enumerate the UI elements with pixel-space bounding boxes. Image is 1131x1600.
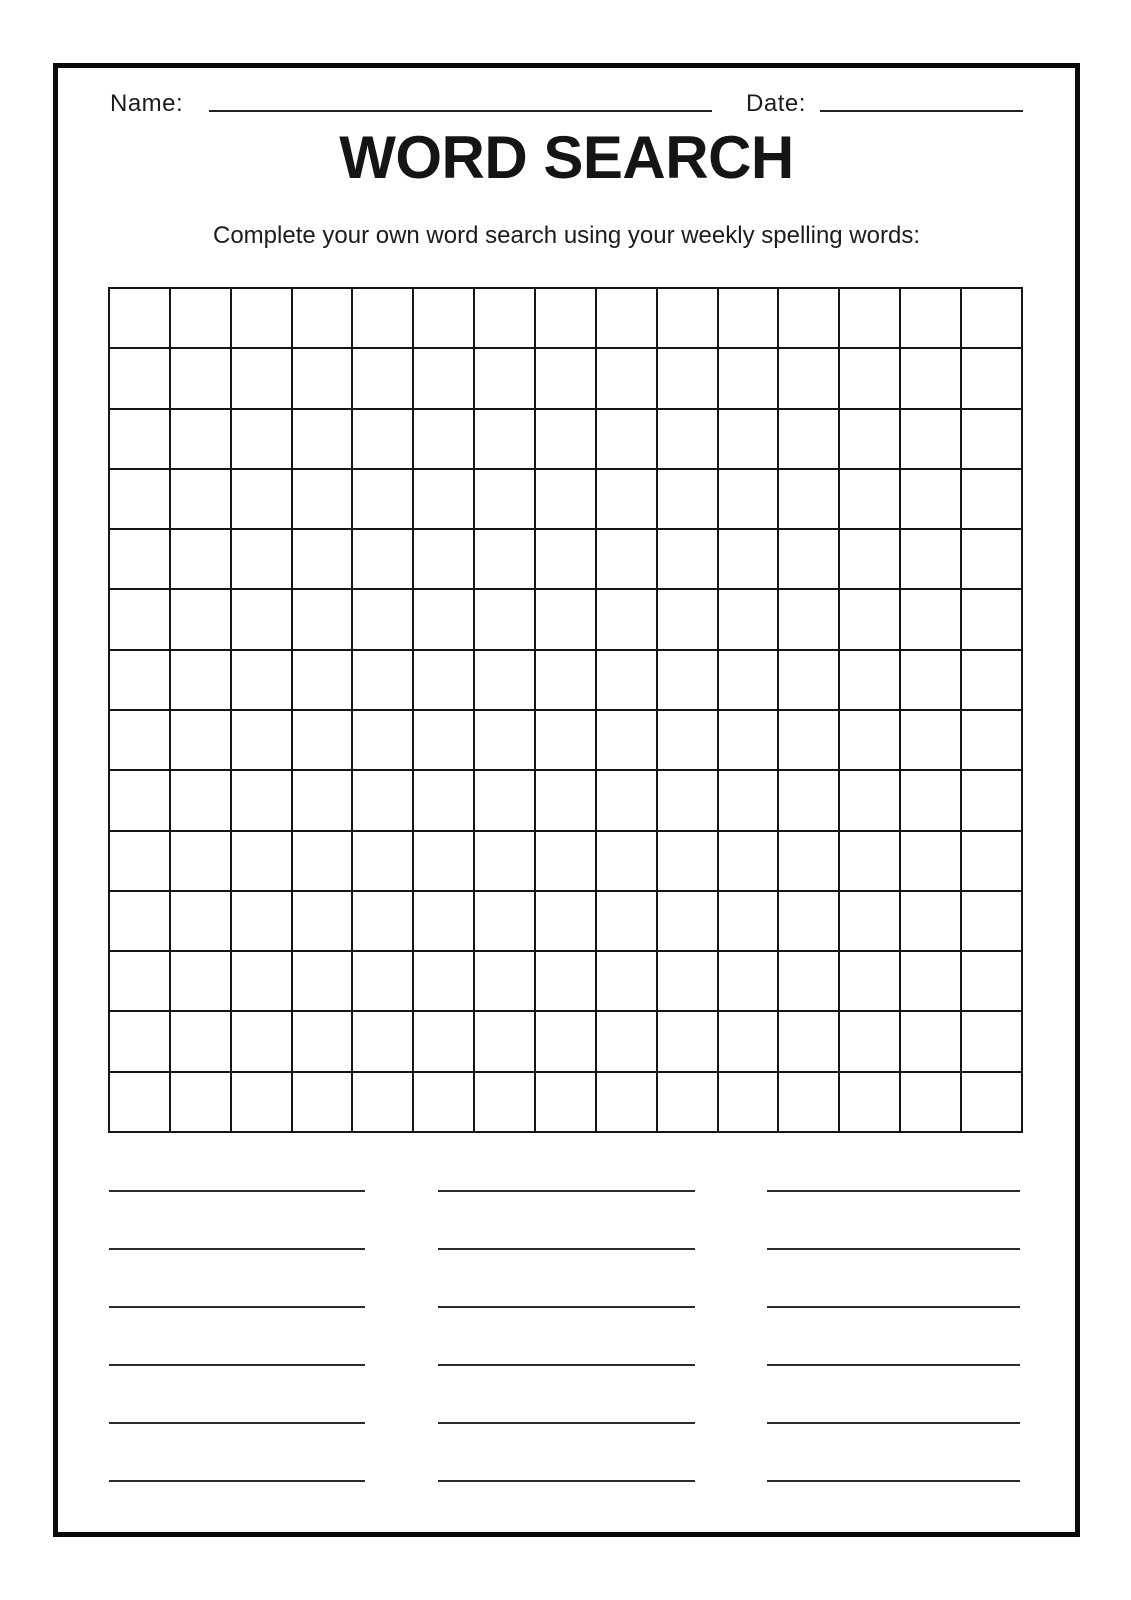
grid-cell[interactable] bbox=[961, 1072, 1022, 1132]
grid-cell[interactable] bbox=[292, 529, 353, 589]
grid-cell[interactable] bbox=[352, 409, 413, 469]
grid-cell[interactable] bbox=[352, 710, 413, 770]
grid-cell[interactable] bbox=[535, 831, 596, 891]
grid-cell[interactable] bbox=[961, 891, 1022, 951]
grid-cell[interactable] bbox=[718, 589, 779, 649]
grid-cell[interactable] bbox=[839, 650, 900, 710]
grid-cell[interactable] bbox=[109, 831, 170, 891]
grid-cell[interactable] bbox=[109, 348, 170, 408]
grid-cell[interactable] bbox=[413, 409, 474, 469]
grid-cell[interactable] bbox=[839, 529, 900, 589]
grid-cell[interactable] bbox=[961, 650, 1022, 710]
grid-cell[interactable] bbox=[718, 409, 779, 469]
word-blank-line[interactable] bbox=[767, 1366, 1020, 1424]
grid-cell[interactable] bbox=[839, 348, 900, 408]
header-row bbox=[110, 92, 1023, 116]
grid-cell[interactable] bbox=[231, 529, 292, 589]
grid-cell[interactable] bbox=[170, 409, 231, 469]
grid-cell[interactable] bbox=[292, 891, 353, 951]
grid-cell[interactable] bbox=[657, 650, 718, 710]
grid-cell[interactable] bbox=[231, 1011, 292, 1071]
grid-cell[interactable] bbox=[961, 348, 1022, 408]
grid-cell[interactable] bbox=[718, 469, 779, 529]
grid-cell[interactable] bbox=[900, 650, 961, 710]
grid-cell[interactable] bbox=[413, 288, 474, 348]
grid-cell[interactable] bbox=[900, 891, 961, 951]
page-border-frame bbox=[53, 63, 1080, 1537]
grid-cell[interactable] bbox=[352, 469, 413, 529]
grid-cell[interactable] bbox=[778, 650, 839, 710]
grid-cell[interactable] bbox=[657, 951, 718, 1011]
grid-cell[interactable] bbox=[170, 469, 231, 529]
grid-cell[interactable] bbox=[657, 1072, 718, 1132]
grid-cell[interactable] bbox=[413, 348, 474, 408]
grid-cell[interactable] bbox=[352, 770, 413, 830]
grid-cell[interactable] bbox=[839, 891, 900, 951]
page-title: WORD SEARCH bbox=[339, 124, 794, 191]
grid-cell[interactable] bbox=[231, 409, 292, 469]
grid-cell[interactable] bbox=[961, 1011, 1022, 1071]
word-blank-line[interactable] bbox=[438, 1192, 695, 1250]
grid-cell[interactable] bbox=[231, 710, 292, 770]
grid-cell[interactable] bbox=[413, 951, 474, 1011]
grid-cell[interactable] bbox=[961, 710, 1022, 770]
grid-cell[interactable] bbox=[718, 891, 779, 951]
grid-cell[interactable] bbox=[292, 710, 353, 770]
grid-cell[interactable] bbox=[109, 891, 170, 951]
grid-cell[interactable] bbox=[596, 650, 657, 710]
grid-cell[interactable] bbox=[535, 710, 596, 770]
grid-cell[interactable] bbox=[474, 589, 535, 649]
grid-cell[interactable] bbox=[778, 1072, 839, 1132]
grid-cell[interactable] bbox=[231, 469, 292, 529]
grid-cell[interactable] bbox=[413, 589, 474, 649]
grid-cell[interactable] bbox=[109, 1072, 170, 1132]
grid-cell[interactable] bbox=[657, 710, 718, 770]
grid-cell[interactable] bbox=[231, 891, 292, 951]
grid-cell[interactable] bbox=[170, 770, 231, 830]
grid-cell[interactable] bbox=[961, 589, 1022, 649]
grid-row bbox=[109, 1011, 1022, 1071]
grid-cell[interactable] bbox=[900, 589, 961, 649]
grid-cell[interactable] bbox=[778, 288, 839, 348]
grid-cell[interactable] bbox=[109, 710, 170, 770]
grid-cell[interactable] bbox=[839, 770, 900, 830]
grid-cell[interactable] bbox=[292, 770, 353, 830]
grid-cell[interactable] bbox=[170, 1072, 231, 1132]
grid-cell[interactable] bbox=[535, 1072, 596, 1132]
grid-cell[interactable] bbox=[900, 951, 961, 1011]
grid-cell[interactable] bbox=[839, 589, 900, 649]
grid-cell[interactable] bbox=[900, 348, 961, 408]
grid-cell[interactable] bbox=[839, 951, 900, 1011]
grid-cell[interactable] bbox=[413, 1011, 474, 1071]
grid-cell[interactable] bbox=[170, 348, 231, 408]
grid-cell[interactable] bbox=[352, 1011, 413, 1071]
grid-row bbox=[109, 891, 1022, 951]
grid-cell[interactable] bbox=[413, 891, 474, 951]
grid-cell[interactable] bbox=[839, 710, 900, 770]
grid-cell[interactable] bbox=[170, 831, 231, 891]
word-blank-line[interactable] bbox=[109, 1424, 365, 1482]
word-blank-line[interactable] bbox=[109, 1250, 365, 1308]
grid-cell[interactable] bbox=[718, 710, 779, 770]
grid-cell[interactable] bbox=[596, 469, 657, 529]
grid-cell[interactable] bbox=[839, 409, 900, 469]
grid-cell[interactable] bbox=[474, 469, 535, 529]
grid-row bbox=[109, 348, 1022, 408]
subtitle-instruction: Complete your own word search using your weekly spelling words: bbox=[213, 222, 920, 249]
grid-cell[interactable] bbox=[900, 529, 961, 589]
grid-cell[interactable] bbox=[535, 288, 596, 348]
grid-cell[interactable] bbox=[596, 288, 657, 348]
grid-cell[interactable] bbox=[413, 831, 474, 891]
grid-row bbox=[109, 409, 1022, 469]
grid-cell[interactable] bbox=[718, 770, 779, 830]
grid-row bbox=[109, 710, 1022, 770]
grid-cell[interactable] bbox=[900, 1072, 961, 1132]
grid-cell[interactable] bbox=[900, 1011, 961, 1071]
grid-cell[interactable] bbox=[535, 891, 596, 951]
grid-row bbox=[109, 650, 1022, 710]
grid-cell[interactable] bbox=[292, 1011, 353, 1071]
grid-cell[interactable] bbox=[535, 469, 596, 529]
grid-cell[interactable] bbox=[839, 831, 900, 891]
grid-cell[interactable] bbox=[474, 831, 535, 891]
grid-cell[interactable] bbox=[900, 469, 961, 529]
grid-cell[interactable] bbox=[657, 288, 718, 348]
grid-cell[interactable] bbox=[961, 288, 1022, 348]
grid-cell[interactable] bbox=[292, 589, 353, 649]
grid-cell[interactable] bbox=[596, 529, 657, 589]
grid-cell[interactable] bbox=[352, 650, 413, 710]
grid-cell[interactable] bbox=[413, 1072, 474, 1132]
grid-cell[interactable] bbox=[900, 409, 961, 469]
grid-cell[interactable] bbox=[718, 529, 779, 589]
grid-cell[interactable] bbox=[170, 951, 231, 1011]
grid-cell[interactable] bbox=[170, 288, 231, 348]
grid-cell[interactable] bbox=[839, 1011, 900, 1071]
grid-cell[interactable] bbox=[778, 348, 839, 408]
grid-cell[interactable] bbox=[718, 650, 779, 710]
grid-cell[interactable] bbox=[474, 348, 535, 408]
grid-cell[interactable] bbox=[292, 951, 353, 1011]
grid-cell[interactable] bbox=[352, 348, 413, 408]
grid-cell[interactable] bbox=[900, 288, 961, 348]
grid-cell[interactable] bbox=[109, 469, 170, 529]
grid-cell[interactable] bbox=[170, 650, 231, 710]
grid-cell[interactable] bbox=[900, 831, 961, 891]
grid-cell[interactable] bbox=[535, 348, 596, 408]
grid-cell[interactable] bbox=[961, 469, 1022, 529]
grid-cell[interactable] bbox=[535, 770, 596, 830]
word-blank-line[interactable] bbox=[438, 1366, 695, 1424]
grid-cell[interactable] bbox=[657, 831, 718, 891]
grid-cell[interactable] bbox=[596, 409, 657, 469]
grid-cell[interactable] bbox=[109, 589, 170, 649]
grid-cell[interactable] bbox=[657, 589, 718, 649]
grid-cell[interactable] bbox=[718, 348, 779, 408]
grid-cell[interactable] bbox=[778, 589, 839, 649]
grid-row bbox=[109, 589, 1022, 649]
grid-cell[interactable] bbox=[596, 348, 657, 408]
grid-cell[interactable] bbox=[109, 409, 170, 469]
word-blank-line[interactable] bbox=[767, 1250, 1020, 1308]
grid-cell[interactable] bbox=[109, 288, 170, 348]
grid-cell[interactable] bbox=[474, 951, 535, 1011]
grid-cell[interactable] bbox=[961, 951, 1022, 1011]
grid-cell[interactable] bbox=[170, 529, 231, 589]
grid-cell[interactable] bbox=[109, 529, 170, 589]
grid-cell[interactable] bbox=[413, 469, 474, 529]
grid-cell[interactable] bbox=[231, 589, 292, 649]
word-blank-line[interactable] bbox=[438, 1134, 695, 1192]
grid-cell[interactable] bbox=[231, 650, 292, 710]
grid-cell[interactable] bbox=[596, 831, 657, 891]
grid-cell[interactable] bbox=[778, 1011, 839, 1071]
grid-cell[interactable] bbox=[352, 831, 413, 891]
grid-cell[interactable] bbox=[413, 770, 474, 830]
grid-cell[interactable] bbox=[352, 589, 413, 649]
grid-cell[interactable] bbox=[718, 288, 779, 348]
word-list bbox=[109, 1134, 1020, 1482]
date-input-line[interactable] bbox=[820, 110, 1023, 112]
grid-cell[interactable] bbox=[657, 1011, 718, 1071]
grid-cell[interactable] bbox=[170, 710, 231, 770]
grid-cell[interactable] bbox=[474, 1011, 535, 1071]
grid-cell[interactable] bbox=[352, 1072, 413, 1132]
grid-row bbox=[109, 831, 1022, 891]
grid-cell[interactable] bbox=[900, 770, 961, 830]
grid-cell[interactable] bbox=[474, 1072, 535, 1132]
grid-cell[interactable] bbox=[961, 529, 1022, 589]
grid-cell[interactable] bbox=[657, 348, 718, 408]
word-blank-line[interactable] bbox=[438, 1250, 695, 1308]
grid-cell[interactable] bbox=[778, 951, 839, 1011]
grid-row bbox=[109, 951, 1022, 1011]
grid-cell[interactable] bbox=[413, 710, 474, 770]
grid-cell[interactable] bbox=[474, 650, 535, 710]
grid-cell[interactable] bbox=[292, 348, 353, 408]
grid-cell[interactable] bbox=[535, 951, 596, 1011]
grid-cell[interactable] bbox=[292, 469, 353, 529]
word-blank-line[interactable] bbox=[109, 1192, 365, 1250]
grid-cell[interactable] bbox=[596, 770, 657, 830]
grid-cell[interactable] bbox=[474, 409, 535, 469]
grid-cell[interactable] bbox=[839, 288, 900, 348]
grid-cell[interactable] bbox=[839, 1072, 900, 1132]
grid-cell[interactable] bbox=[596, 1072, 657, 1132]
grid-cell[interactable] bbox=[231, 770, 292, 830]
grid-cell[interactable] bbox=[900, 710, 961, 770]
grid-cell[interactable] bbox=[231, 831, 292, 891]
grid-cell[interactable] bbox=[292, 288, 353, 348]
grid-row bbox=[109, 1072, 1022, 1132]
grid-cell[interactable] bbox=[231, 348, 292, 408]
grid-cell[interactable] bbox=[170, 589, 231, 649]
word-blank-line[interactable] bbox=[438, 1308, 695, 1366]
grid-cell[interactable] bbox=[535, 409, 596, 469]
grid-cell[interactable] bbox=[657, 770, 718, 830]
name-input-line[interactable] bbox=[209, 110, 712, 112]
grid-cell[interactable] bbox=[657, 529, 718, 589]
grid-cell[interactable] bbox=[535, 1011, 596, 1071]
grid-cell[interactable] bbox=[231, 1072, 292, 1132]
grid-cell[interactable] bbox=[596, 710, 657, 770]
grid-cell[interactable] bbox=[778, 710, 839, 770]
grid-cell[interactable] bbox=[961, 770, 1022, 830]
grid-cell[interactable] bbox=[657, 469, 718, 529]
grid-cell[interactable] bbox=[352, 891, 413, 951]
grid-cell[interactable] bbox=[778, 891, 839, 951]
grid-cell[interactable] bbox=[474, 710, 535, 770]
word-blank-line[interactable] bbox=[767, 1424, 1020, 1482]
grid-cell[interactable] bbox=[596, 891, 657, 951]
grid-cell[interactable] bbox=[596, 951, 657, 1011]
grid-cell[interactable] bbox=[778, 770, 839, 830]
grid-cell[interactable] bbox=[474, 770, 535, 830]
grid-cell[interactable] bbox=[231, 951, 292, 1011]
word-blank-line[interactable] bbox=[767, 1134, 1020, 1192]
grid-cell[interactable] bbox=[413, 529, 474, 589]
grid-cell[interactable] bbox=[352, 529, 413, 589]
grid-row bbox=[109, 288, 1022, 348]
grid-cell[interactable] bbox=[109, 650, 170, 710]
grid-cell[interactable] bbox=[535, 650, 596, 710]
grid-cell[interactable] bbox=[961, 831, 1022, 891]
grid-cell[interactable] bbox=[109, 951, 170, 1011]
grid-cell[interactable] bbox=[718, 1072, 779, 1132]
grid-cell[interactable] bbox=[292, 409, 353, 469]
grid-cell[interactable] bbox=[961, 409, 1022, 469]
grid-row bbox=[109, 469, 1022, 529]
grid-cell[interactable] bbox=[778, 831, 839, 891]
word-blank-line[interactable] bbox=[438, 1424, 695, 1482]
grid-cell[interactable] bbox=[778, 469, 839, 529]
grid-cell[interactable] bbox=[474, 288, 535, 348]
date-label: Date: bbox=[746, 90, 806, 117]
grid-cell[interactable] bbox=[474, 891, 535, 951]
word-blank-line[interactable] bbox=[109, 1308, 365, 1366]
grid-cell[interactable] bbox=[718, 951, 779, 1011]
grid-cell[interactable] bbox=[657, 891, 718, 951]
grid-cell[interactable] bbox=[292, 1072, 353, 1132]
grid-cell[interactable] bbox=[596, 589, 657, 649]
grid-cell[interactable] bbox=[778, 529, 839, 589]
word-search-grid bbox=[108, 287, 1023, 1133]
grid-cell[interactable] bbox=[109, 770, 170, 830]
grid-cell[interactable] bbox=[839, 469, 900, 529]
grid-cell[interactable] bbox=[352, 288, 413, 348]
grid-cell[interactable] bbox=[718, 1011, 779, 1071]
grid-cell[interactable] bbox=[292, 831, 353, 891]
grid-cell[interactable] bbox=[596, 1011, 657, 1071]
grid-row bbox=[109, 770, 1022, 830]
grid-cell[interactable] bbox=[535, 529, 596, 589]
grid-cell[interactable] bbox=[170, 1011, 231, 1071]
grid-cell[interactable] bbox=[474, 529, 535, 589]
grid-cell[interactable] bbox=[413, 650, 474, 710]
grid-cell[interactable] bbox=[109, 1011, 170, 1071]
name-label: Name: bbox=[110, 90, 184, 117]
grid-cell[interactable] bbox=[170, 891, 231, 951]
grid-cell[interactable] bbox=[657, 409, 718, 469]
word-blank-line[interactable] bbox=[767, 1308, 1020, 1366]
word-blank-line[interactable] bbox=[767, 1192, 1020, 1250]
word-blank-line[interactable] bbox=[109, 1366, 365, 1424]
grid-cell[interactable] bbox=[778, 409, 839, 469]
grid-row bbox=[109, 529, 1022, 589]
grid-cell[interactable] bbox=[352, 951, 413, 1011]
grid-cell[interactable] bbox=[718, 831, 779, 891]
grid-cell[interactable] bbox=[535, 589, 596, 649]
word-blank-line[interactable] bbox=[109, 1134, 365, 1192]
grid-cell[interactable] bbox=[231, 288, 292, 348]
grid-cell[interactable] bbox=[292, 650, 353, 710]
